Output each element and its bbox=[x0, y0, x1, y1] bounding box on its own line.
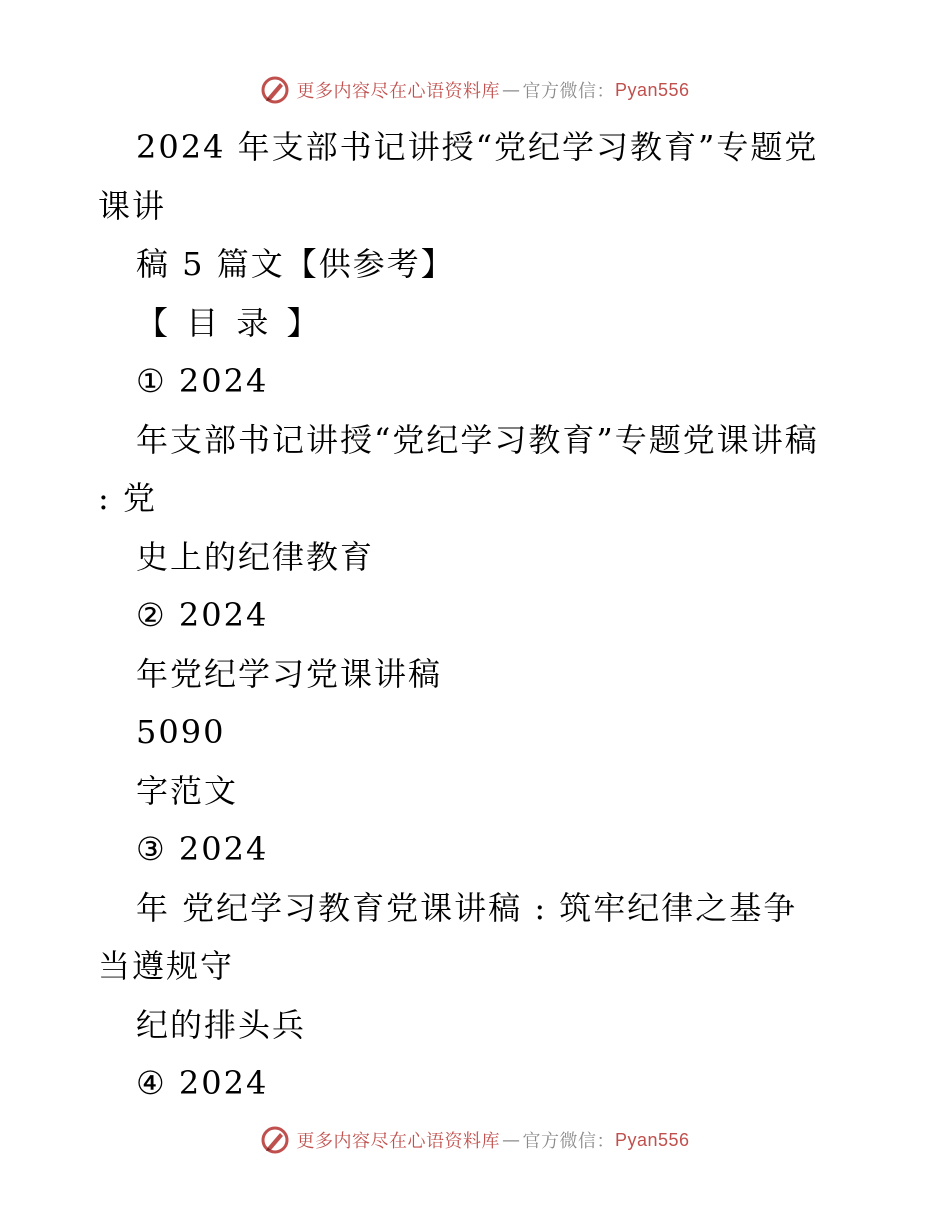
toc-item-3-number: ③ 2024 bbox=[136, 830, 269, 868]
toc-item-2-line-3: 字范文 bbox=[136, 771, 239, 810]
toc-item-3-line-1: 年 党纪学习教育党课讲稿 : 筑牢纪律之基争 bbox=[136, 888, 798, 927]
toc-item-2-number: ② 2024 bbox=[136, 596, 269, 634]
toc-item-4-number: ④ 2024 bbox=[136, 1064, 269, 1102]
toc-heading: 【 目 录 】 bbox=[136, 303, 323, 342]
toc-item-3-line-3: 纪的排头兵 bbox=[136, 1005, 307, 1044]
pen-logo-icon bbox=[260, 75, 290, 105]
toc-item-1-line-2: : 党 bbox=[98, 479, 157, 517]
title-line-3: 稿 5 篇文【供参考】 bbox=[136, 245, 455, 283]
watermark-label: 官方微信： bbox=[522, 81, 615, 102]
watermark-separator: — bbox=[501, 79, 521, 101]
watermark-label: 官方微信： bbox=[522, 1131, 615, 1152]
toc-item-2-line-1: 年党纪学习党课讲稿 bbox=[136, 654, 443, 693]
toc-item-2-line-2: 5090 bbox=[136, 713, 226, 751]
header-watermark bbox=[0, 70, 950, 110]
watermark-id: Pyan556 bbox=[614, 79, 690, 100]
footer-watermark bbox=[0, 1120, 950, 1160]
toc-item-1-line-1: 年支部书记讲授“党纪学习教育”专题党课讲稿 bbox=[136, 420, 819, 459]
watermark-separator: — bbox=[501, 1129, 521, 1151]
title-line-1: 2024 年支部书记讲授“党纪学习教育”专题党 bbox=[136, 128, 819, 166]
pen-logo-icon bbox=[260, 1125, 290, 1155]
watermark-brand: 更多内容尽在心语资料库 bbox=[296, 81, 500, 102]
document-body bbox=[98, 118, 868, 1113]
watermark-id: Pyan556 bbox=[614, 1129, 690, 1150]
toc-item-3-line-2: 当遵规守 bbox=[98, 947, 235, 985]
toc-item-1-line-3: 史上的纪律教育 bbox=[136, 537, 375, 576]
toc-item-1-number: ① 2024 bbox=[136, 362, 269, 400]
title-line-2: 课讲 bbox=[98, 186, 167, 225]
watermark-brand: 更多内容尽在心语资料库 bbox=[296, 1131, 500, 1152]
